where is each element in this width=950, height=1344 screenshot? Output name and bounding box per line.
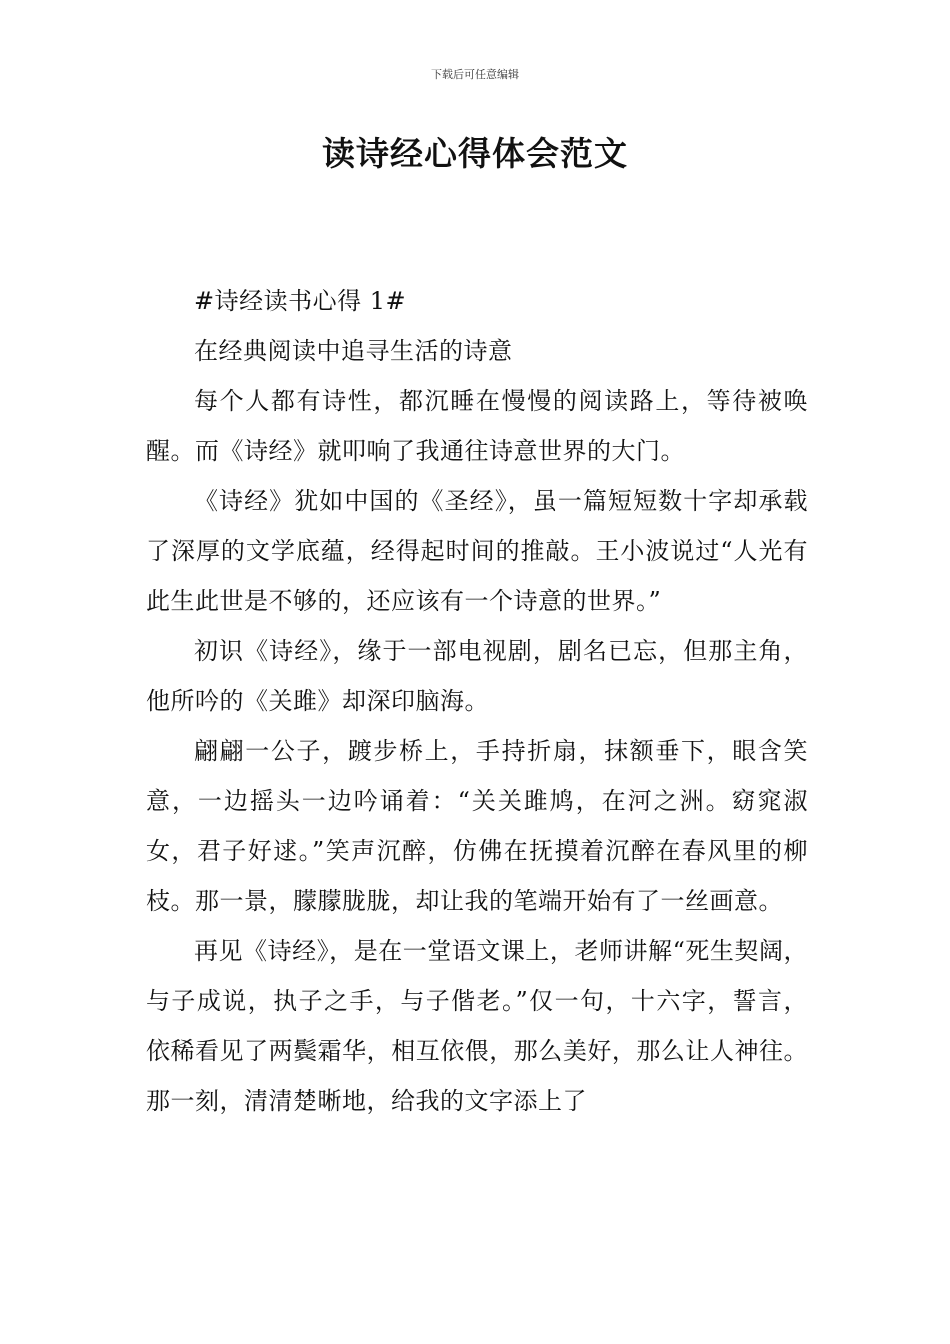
paragraph: 每个人都有诗性，都沉睡在慢慢的阅读路上，等待被唤醒。而《诗经》就叩响了我通往诗意世界的大门。 bbox=[146, 387, 808, 465]
document-body bbox=[146, 276, 808, 1126]
paragraph: 翩翩一公子，踱步桥上，手持折扇，抹额垂下，眼含笑意，一边摇头一边吟诵着：“关关雎鸠，在河之洲。窈窕淑女，君子好逑。”笑声沉醉，仿佛在抚摸着沉醉在春风里的柳枝。那一景，朦朦胧胧，却让我的笔端开始有了一丝画意。 bbox=[146, 737, 808, 915]
paragraph: 再见《诗经》，是在一堂语文课上，老师讲解“死生契阔，与子成说，执子之手，与子偕老。”仅一句，十六字，誓言，依稀看见了两鬓霜华，相互依偎，那么美好，那么让人神往。那一刻，清清楚晰地，给我的文字添上了 bbox=[146, 937, 808, 1115]
essay-subtitle: 在经典阅读中追寻生活的诗意 bbox=[194, 337, 513, 365]
header-note: 下载后可任意编辑 bbox=[431, 68, 519, 81]
paragraph: 初识《诗经》，缘于一部电视剧，剧名已忘，但那主角，他所吟的《关雎》却深印脑海。 bbox=[146, 637, 808, 715]
section-heading: #诗经读书心得 1# bbox=[194, 287, 407, 315]
document-title: 读诗经心得体会范文 bbox=[322, 134, 628, 173]
paragraph: 《诗经》犹如中国的《圣经》，虽一篇短短数十字却承载了深厚的文学底蕴，经得起时间的推敲。王小波说过“人光有此生此世是不够的，还应该有一个诗意的世界。” bbox=[146, 487, 808, 615]
